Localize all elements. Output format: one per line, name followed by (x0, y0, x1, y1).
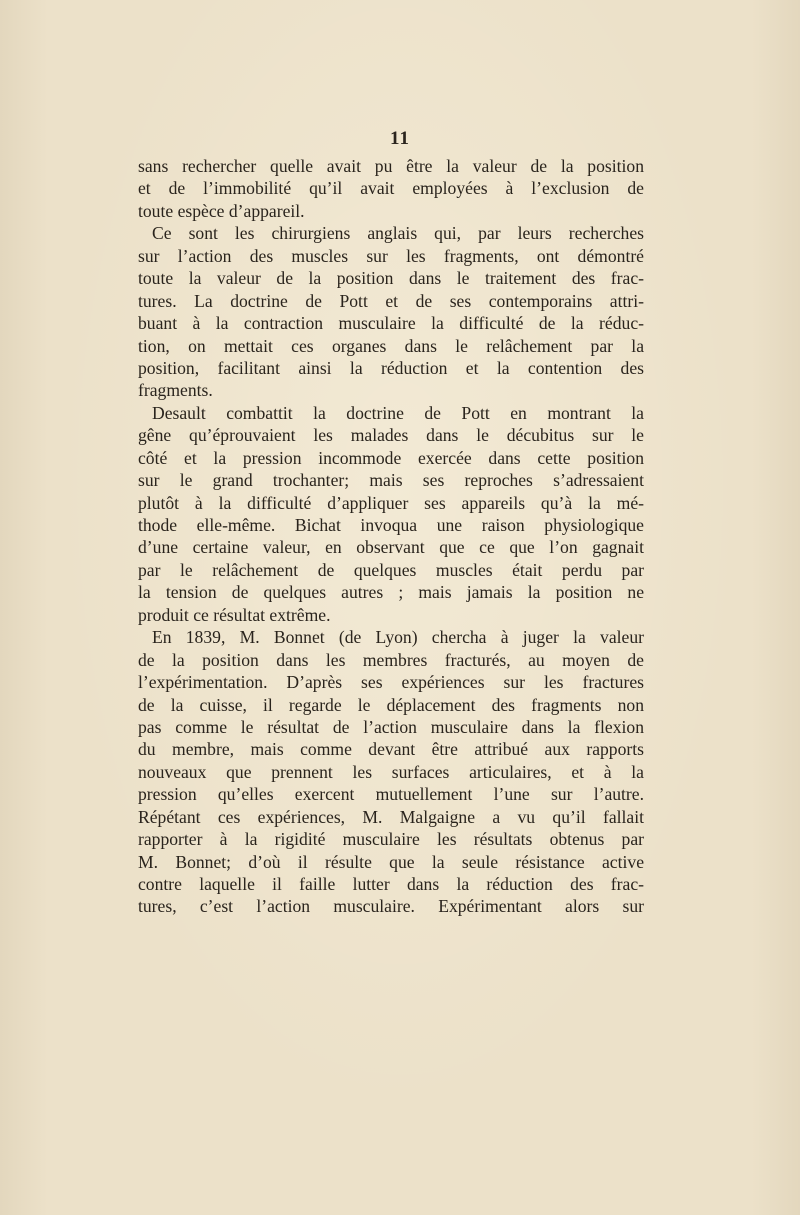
text-line: tures. La doctrine de Pott et de ses contemporains attri- (138, 290, 644, 311)
text-line: la tension de quelques autres ; mais jamais la position ne (138, 582, 644, 603)
text-line: de la cuisse, il regarde le déplacement des fragments non (138, 694, 644, 715)
text-line: et de l’immobilité qu’il avait employées à l’exclusion de (138, 178, 644, 199)
text-line: Ce sont les chirurgiens anglais qui, par leurs recherches (152, 223, 644, 244)
text-line: fragments. (138, 380, 213, 401)
text-line: plutôt à la difficulté d’appliquer ses appareils qu’à la mé- (138, 492, 644, 513)
text-line: par le relâchement de quelques muscles était perdu par (138, 559, 644, 580)
text-line: pas comme le résultat de l’action musculaire dans la flexion (138, 716, 644, 737)
text-line: buant à la contraction musculaire la difficulté de la réduc- (138, 313, 644, 334)
text-line: sur le grand trochanter; mais ses reproches s’adressaient (138, 470, 644, 491)
text-line: tures, c’est l’action musculaire. Expérimentant alors sur (138, 896, 644, 917)
text-line: l’expérimentation. D’après ses expériences sur les fractures (138, 672, 644, 693)
text-line: produit ce résultat extrême. (138, 604, 331, 625)
text-line: tion, on mettait ces organes dans le relâchement par la (138, 335, 644, 356)
text-line: rapporter à la rigidité musculaire les résultats obtenus par (138, 829, 644, 850)
text-line: sans rechercher quelle avait pu être la valeur de la position (138, 156, 644, 176)
text-line: d’une certaine valeur, en observant que ce que l’on gagnait (138, 537, 644, 558)
text-line: de la position dans les membres fracturés, au moyen de (138, 649, 644, 670)
text-line: contre laquelle il faille lutter dans la réduction des frac- (138, 874, 644, 894)
page-number: 11 (390, 128, 410, 149)
text-line: côté et la pression incommode exercée dans cette position (138, 447, 644, 468)
text-line: nouveaux que prennent les surfaces articulaires, et à la (138, 761, 644, 782)
text-line: Desault combattit la doctrine de Pott en montrant la (152, 402, 644, 423)
text-line: sur l’action des muscles sur les fragments, ont démontré (138, 245, 644, 266)
body-text (138, 155, 644, 918)
text-line: toute la valeur de la position dans le traitement des frac- (138, 268, 644, 289)
text-line: pression qu’elles exercent mutuellement l’une sur l’autre. (138, 784, 644, 805)
text-line: M. Bonnet; d’où il résulte que la seule résistance active (138, 851, 644, 872)
text-line: toute espèce d’appareil. (138, 200, 305, 221)
text-line: thode elle-même. Bichat invoqua une raison physiologique (138, 515, 644, 535)
text-line: En 1839, M. Bonnet (de Lyon) chercha à juger la valeur (152, 627, 644, 648)
text-line: du membre, mais comme devant être attribué aux rapports (138, 739, 644, 760)
text-line: gêne qu’éprouvaient les malades dans le décubitus sur le (138, 425, 644, 446)
text-line: position, facilitant ainsi la réduction et la contention des (138, 357, 644, 378)
text-line: Répétant ces expériences, M. Malgaigne a vu qu’il fallait (138, 806, 644, 827)
